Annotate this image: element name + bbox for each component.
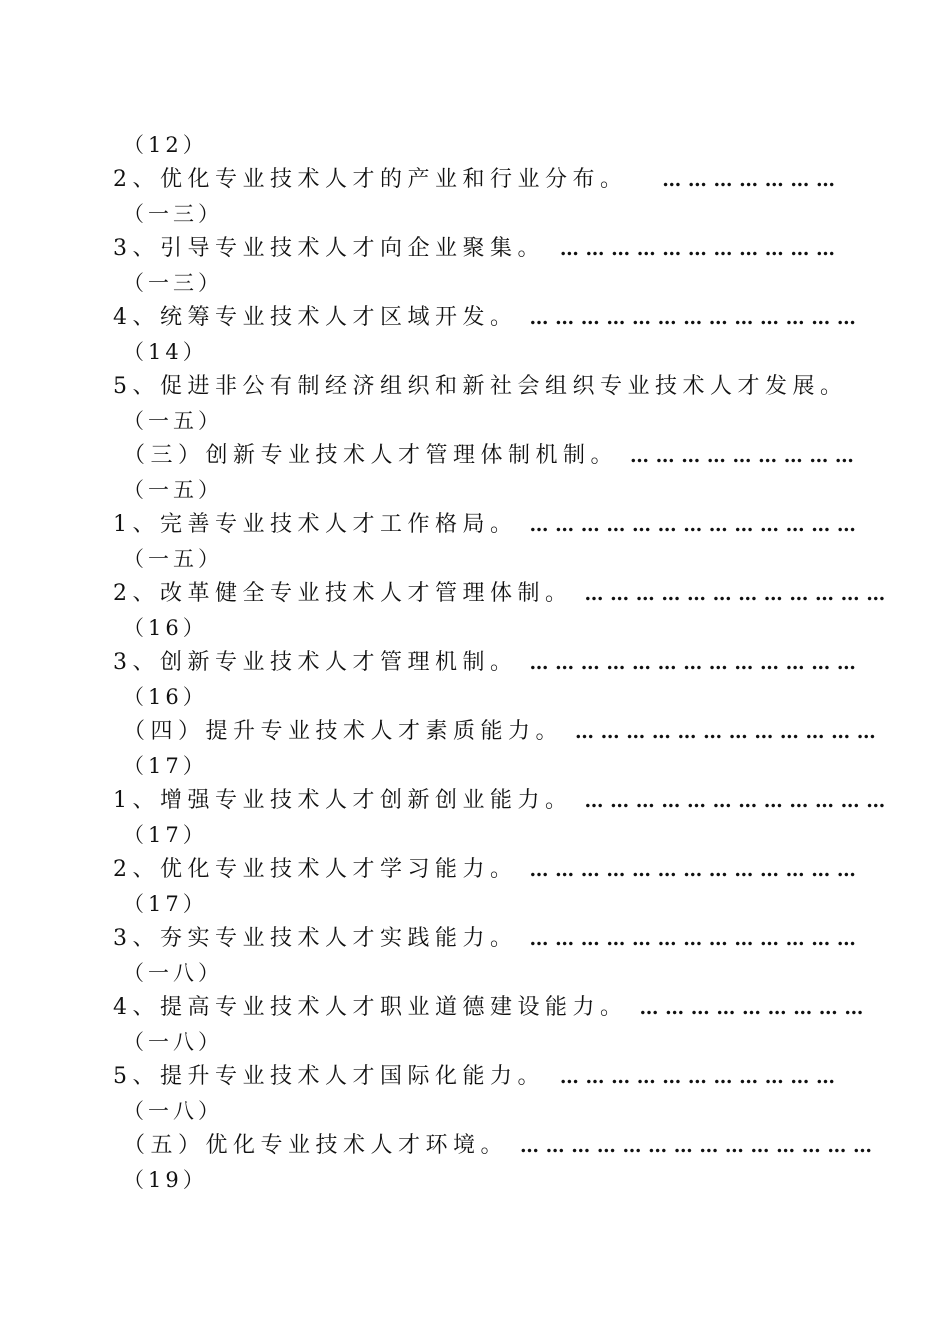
toc-page-number: （一八） <box>123 1099 223 1123</box>
toc-entry-title: 4、提高专业技术人才职业道德建设能力。 <box>113 995 628 1020</box>
toc-entry-title: （三）创新专业技术人才管理体制机制。 <box>123 443 619 468</box>
toc-entry-title: （五）优化专业技术人才环境。 <box>123 1133 509 1158</box>
toc-dot-leader: … … … … … … … … … … … … … <box>529 514 856 536</box>
toc-entry-title: 5、促进非公有制经济组织和新社会组织专业技术人才发展。 <box>113 374 848 399</box>
toc-entry <box>113 162 835 231</box>
toc-entry-line <box>113 714 876 749</box>
toc-entry <box>113 1128 873 1197</box>
toc-page-number: （一八） <box>123 1030 223 1054</box>
toc-dot-leader: … … … … … … … … … … … … … <box>529 859 856 881</box>
toc-dot-leader: … … … … … … … … … <box>630 445 854 467</box>
toc-entry-line <box>113 231 835 266</box>
toc-dot-leader: … … … … … … … … … … … … <box>584 790 886 812</box>
toc-dot-leader: … … … … … … … <box>662 169 835 191</box>
toc-page-number: （一五） <box>123 409 223 433</box>
toc-entry-line <box>113 438 854 473</box>
toc-entry <box>113 783 886 852</box>
toc-entry-line <box>113 1128 873 1163</box>
toc-entry <box>113 921 856 990</box>
toc-entry-title: 3、引导专业技术人才向企业聚集。 <box>113 236 545 261</box>
toc-dot-leader: … … … … … … … … … … … … <box>584 583 886 605</box>
toc-entry-line <box>113 369 848 404</box>
toc-entry-line <box>113 162 835 197</box>
toc-dot-leader: … … … … … … … … … … … … … <box>529 928 856 950</box>
toc-entry <box>113 507 856 576</box>
toc-entry <box>113 576 886 645</box>
toc-page-number: （17） <box>123 823 208 847</box>
toc-dot-leader: … … … … … … … … … … … … … … <box>520 1135 873 1157</box>
toc-page-number: （一八） <box>123 961 223 985</box>
toc-entry-line <box>113 507 856 542</box>
toc-entry-title: 3、夯实专业技术人才实践能力。 <box>113 926 518 951</box>
toc-entry-line <box>113 645 856 680</box>
toc-entry-title: 4、统筹专业技术人才区域开发。 <box>113 305 518 330</box>
toc-page-number: （14） <box>123 340 208 364</box>
toc-dot-leader: … … … … … … … … … <box>639 997 864 1019</box>
toc-entry-title: 1、增强专业技术人才创新创业能力。 <box>113 788 573 813</box>
toc-entry <box>113 645 856 714</box>
toc-entries <box>113 162 886 1197</box>
table-of-contents <box>113 128 886 1197</box>
toc-entry-line <box>113 852 856 887</box>
toc-page-number: （一三） <box>123 271 223 295</box>
toc-entry <box>113 1059 835 1128</box>
toc-entry <box>113 300 856 369</box>
toc-dot-leader: … … … … … … … … … … … <box>559 1066 835 1088</box>
toc-entry-title: 1、完善专业技术人才工作格局。 <box>113 512 518 537</box>
toc-entry-title: 3、创新专业技术人才管理机制。 <box>113 650 518 675</box>
toc-entry <box>113 852 856 921</box>
toc-entry-title: 5、提升专业技术人才国际化能力。 <box>113 1064 545 1089</box>
toc-dot-leader: … … … … … … … … … … … … … <box>529 652 856 674</box>
toc-page-number: （16） <box>123 616 208 640</box>
toc-entry-line <box>113 576 886 611</box>
toc-entry-line <box>113 1059 835 1094</box>
toc-page-number: （17） <box>123 892 208 916</box>
toc-page-number: （12） <box>123 133 208 157</box>
toc-entry-title: 2、改革健全专业技术人才管理体制。 <box>113 581 573 606</box>
toc-entry-line <box>113 921 856 956</box>
toc-dot-leader: … … … … … … … … … … … … <box>575 721 876 743</box>
toc-entry-title: （四）提升专业技术人才素质能力。 <box>123 719 564 744</box>
toc-page-number: （16） <box>123 685 208 709</box>
toc-page-number: （一五） <box>123 547 223 571</box>
toc-entry-title: 2、优化专业技术人才学习能力。 <box>113 857 518 882</box>
toc-entry-line <box>113 990 864 1025</box>
toc-entry-line <box>113 783 886 818</box>
toc-page-number: （19） <box>123 1168 208 1192</box>
toc-page-number: （17） <box>123 754 208 778</box>
toc-entry-title: 2、优化专业技术人才的产业和行业分布。 <box>113 167 628 192</box>
toc-dot-leader: … … … … … … … … … … … … … <box>529 307 856 329</box>
toc-entry <box>113 714 876 783</box>
toc-entry <box>113 438 854 507</box>
toc-dot-leader: … … … … … … … … … … … <box>559 238 835 260</box>
toc-entry-line <box>113 300 856 335</box>
toc-page-number: （一五） <box>123 478 223 502</box>
toc-page-number: （一三） <box>123 202 223 226</box>
toc-entry <box>113 369 848 438</box>
toc-entry <box>113 231 835 300</box>
toc-entry <box>113 990 864 1059</box>
